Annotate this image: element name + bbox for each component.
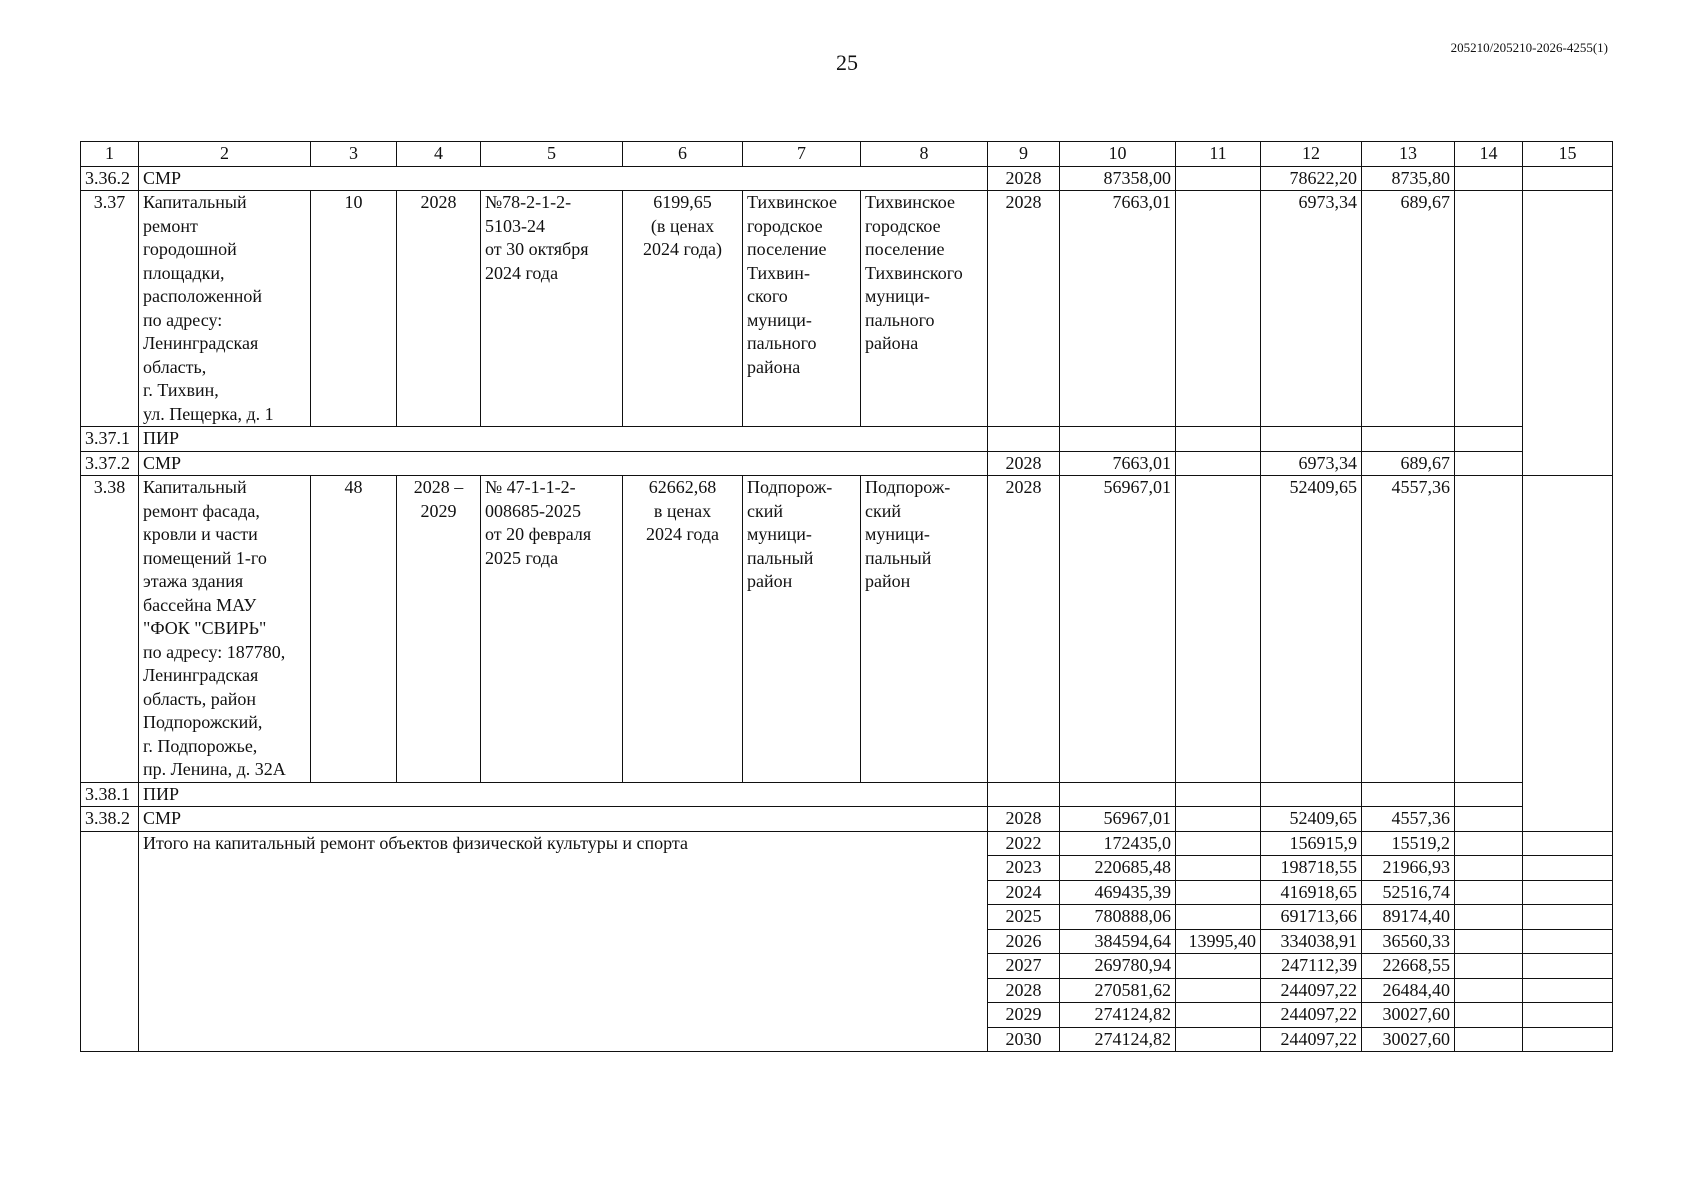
regional-cell: 52409,65: [1261, 807, 1362, 832]
empty-cell: [1455, 191, 1523, 427]
header-cell: 13: [1362, 142, 1455, 167]
empty-cell: [1523, 476, 1613, 832]
total-cell: 7663,01: [1060, 451, 1176, 476]
federal-cell: [1176, 1003, 1261, 1028]
header-cell: 2: [139, 142, 311, 167]
row-code: 3.37.2: [81, 451, 139, 476]
empty-cell: [1455, 905, 1523, 930]
federal-cell: [1176, 166, 1261, 191]
header-row: [81, 142, 1613, 167]
total-cell: 780888,06: [1060, 905, 1176, 930]
year-cell: 2028: [988, 978, 1060, 1003]
row-label: СМР: [139, 807, 988, 832]
year-cell: 2022: [988, 831, 1060, 856]
regional-cell: 247112,39: [1261, 954, 1362, 979]
federal-cell: [1176, 880, 1261, 905]
header-cell: 15: [1523, 142, 1613, 167]
year-cell: 2025: [988, 905, 1060, 930]
local-cell: 689,67: [1362, 191, 1455, 427]
row-label: СМР: [139, 451, 988, 476]
table-row: [81, 807, 1613, 832]
empty-cell: [1176, 427, 1261, 452]
year-cell: 2029: [988, 1003, 1060, 1028]
regional-cell: 691713,66: [1261, 905, 1362, 930]
header-cell: 14: [1455, 142, 1523, 167]
regional-cell: 244097,22: [1261, 1027, 1362, 1052]
header-cell: 12: [1261, 142, 1362, 167]
total-cell: 269780,94: [1060, 954, 1176, 979]
total-cell: 220685,48: [1060, 856, 1176, 881]
header-cell: 10: [1060, 142, 1176, 167]
document-id: 205210/205210-2026-4255(1): [1450, 40, 1608, 55]
empty-cell: [1261, 782, 1362, 807]
year-cell: 2028: [988, 166, 1060, 191]
empty-cell: [1455, 831, 1523, 856]
federal-cell: [1176, 191, 1261, 427]
row-code: 3.37.1: [81, 427, 139, 452]
empty-cell: [1455, 427, 1523, 452]
empty-cell: [1523, 954, 1613, 979]
totals-label: Итого на капитальный ремонт объектов физической культуры и спорта: [139, 831, 988, 1052]
table-row: [81, 476, 1613, 783]
table-row: [81, 782, 1613, 807]
object-name: Капитальный ремонт фасада, кровли и части помещений 1-го этажа здания бассейна МАУ "ФОК "СВИРЬ" по адресу: 187780, Ленинградская область, район Подпорожский, г. Подпорожье, пр. Ленина, д. 32А: [139, 476, 311, 783]
regional-cell: 244097,22: [1261, 1003, 1362, 1028]
year-cell: 2024: [988, 880, 1060, 905]
year-cell: 2028: [988, 451, 1060, 476]
year-cell: 2028: [988, 476, 1060, 783]
row-code: 3.38: [81, 476, 139, 783]
header-cell: 11: [1176, 142, 1261, 167]
year-cell: 2026: [988, 929, 1060, 954]
empty-cell: [1455, 978, 1523, 1003]
empty-cell: [1455, 782, 1523, 807]
capacity-cell: 10: [311, 191, 397, 427]
total-cell: 56967,01: [1060, 807, 1176, 832]
regional-cell: 156915,9: [1261, 831, 1362, 856]
total-cell: 270581,62: [1060, 978, 1176, 1003]
federal-cell: [1176, 978, 1261, 1003]
empty-cell: [1455, 451, 1523, 476]
row-code: 3.36.2: [81, 166, 139, 191]
regional-cell: 78622,20: [1261, 166, 1362, 191]
total-cell: 7663,01: [1060, 191, 1176, 427]
row-code: 3.38.1: [81, 782, 139, 807]
header-cell: 3: [311, 142, 397, 167]
period-cell: 2028: [397, 191, 481, 427]
regional-cell: 416918,65: [1261, 880, 1362, 905]
empty-cell: [1523, 856, 1613, 881]
row-code: 3.38.2: [81, 807, 139, 832]
page-number: 25: [836, 50, 858, 75]
empty-cell: [1261, 427, 1362, 452]
local-cell: 30027,60: [1362, 1027, 1455, 1052]
local-cell: 52516,74: [1362, 880, 1455, 905]
header-cell: 7: [743, 142, 861, 167]
federal-cell: [1176, 476, 1261, 783]
year-cell: 2030: [988, 1027, 1060, 1052]
regional-cell: 52409,65: [1261, 476, 1362, 783]
federal-cell: [1176, 1027, 1261, 1052]
empty-cell: [1455, 929, 1523, 954]
regional-cell: 6973,34: [1261, 191, 1362, 427]
total-cell: 274124,82: [1060, 1027, 1176, 1052]
table-row: [81, 451, 1613, 476]
expertise-cell: № 47-1-1-2- 008685-2025 от 20 февраля 2025 года: [481, 476, 623, 783]
capacity-cell: 48: [311, 476, 397, 783]
empty-cell: [1523, 1027, 1613, 1052]
year-cell: 2027: [988, 954, 1060, 979]
table-row: [81, 166, 1613, 191]
header-cell: 4: [397, 142, 481, 167]
empty-cell: [1362, 427, 1455, 452]
total-cell: 172435,0: [1060, 831, 1176, 856]
empty-cell: [1455, 880, 1523, 905]
federal-cell: [1176, 807, 1261, 832]
regional-cell: 334038,91: [1261, 929, 1362, 954]
regional-cell: 6973,34: [1261, 451, 1362, 476]
local-cell: 21966,93: [1362, 856, 1455, 881]
federal-cell: [1176, 905, 1261, 930]
header-cell: 5: [481, 142, 623, 167]
total-cell: 56967,01: [1060, 476, 1176, 783]
total-cell: 384594,64: [1060, 929, 1176, 954]
local-cell: 30027,60: [1362, 1003, 1455, 1028]
empty-cell: [988, 427, 1060, 452]
header-cell: 8: [861, 142, 988, 167]
empty-cell: [1060, 427, 1176, 452]
empty-cell: [988, 782, 1060, 807]
empty-cell: [1523, 831, 1613, 856]
object-name: Капитальный ремонт городошной площадки, расположенной по адресу: Ленинградская область, г. Тихвин, ул. Пещерка, д. 1: [139, 191, 311, 427]
owner-cell: Тихвинское городское поселение Тихвинского муници- пального района: [861, 191, 988, 427]
empty-cell: [1455, 807, 1523, 832]
federal-cell: [1176, 831, 1261, 856]
total-cell: 274124,82: [1060, 1003, 1176, 1028]
empty-cell: [1523, 929, 1613, 954]
empty-cell: [1523, 1003, 1613, 1028]
row-label: ПИР: [139, 782, 988, 807]
empty-cell: [1455, 1027, 1523, 1052]
empty-cell: [1176, 782, 1261, 807]
owner-cell: Подпорож- ский муници- пальный район: [861, 476, 988, 783]
empty-cell: [1523, 166, 1613, 191]
period-cell: 2028 – 2029: [397, 476, 481, 783]
local-cell: 22668,55: [1362, 954, 1455, 979]
local-cell: 4557,36: [1362, 476, 1455, 783]
header-cell: 1: [81, 142, 139, 167]
cost-cell: 6199,65 (в ценах 2024 года): [623, 191, 743, 427]
year-cell: 2023: [988, 856, 1060, 881]
local-cell: 8735,80: [1362, 166, 1455, 191]
empty-cell: [1455, 166, 1523, 191]
empty-cell: [81, 831, 139, 1052]
local-cell: 89174,40: [1362, 905, 1455, 930]
header-cell: 9: [988, 142, 1060, 167]
local-cell: 15519,2: [1362, 831, 1455, 856]
empty-cell: [1523, 978, 1613, 1003]
totals-row: [81, 831, 1613, 856]
regional-cell: 244097,22: [1261, 978, 1362, 1003]
year-cell: 2028: [988, 807, 1060, 832]
row-label: СМР: [139, 166, 988, 191]
federal-cell: 13995,40: [1176, 929, 1261, 954]
federal-cell: [1176, 954, 1261, 979]
local-cell: 689,67: [1362, 451, 1455, 476]
federal-cell: [1176, 856, 1261, 881]
expertise-cell: №78-2-1-2- 5103-24 от 30 октября 2024 года: [481, 191, 623, 427]
row-code: 3.37: [81, 191, 139, 427]
year-cell: 2028: [988, 191, 1060, 427]
empty-cell: [1362, 782, 1455, 807]
empty-cell: [1523, 905, 1613, 930]
local-cell: 36560,33: [1362, 929, 1455, 954]
local-cell: 4557,36: [1362, 807, 1455, 832]
recipient-cell: Подпорож- ский муници- пальный район: [743, 476, 861, 783]
cost-cell: 62662,68 в ценах 2024 года: [623, 476, 743, 783]
row-label: ПИР: [139, 427, 988, 452]
federal-cell: [1176, 451, 1261, 476]
total-cell: 469435,39: [1060, 880, 1176, 905]
empty-cell: [1455, 1003, 1523, 1028]
local-cell: 26484,40: [1362, 978, 1455, 1003]
regional-cell: 198718,55: [1261, 856, 1362, 881]
financing-table: [80, 141, 1613, 1052]
table-row: [81, 427, 1613, 452]
table-row: [81, 191, 1613, 427]
empty-cell: [1455, 954, 1523, 979]
empty-cell: [1060, 782, 1176, 807]
recipient-cell: Тихвинское городское поселение Тихвин- ского муници- пального района: [743, 191, 861, 427]
total-cell: 87358,00: [1060, 166, 1176, 191]
header-cell: 6: [623, 142, 743, 167]
empty-cell: [1523, 880, 1613, 905]
empty-cell: [1455, 856, 1523, 881]
empty-cell: [1523, 191, 1613, 476]
empty-cell: [1455, 476, 1523, 783]
